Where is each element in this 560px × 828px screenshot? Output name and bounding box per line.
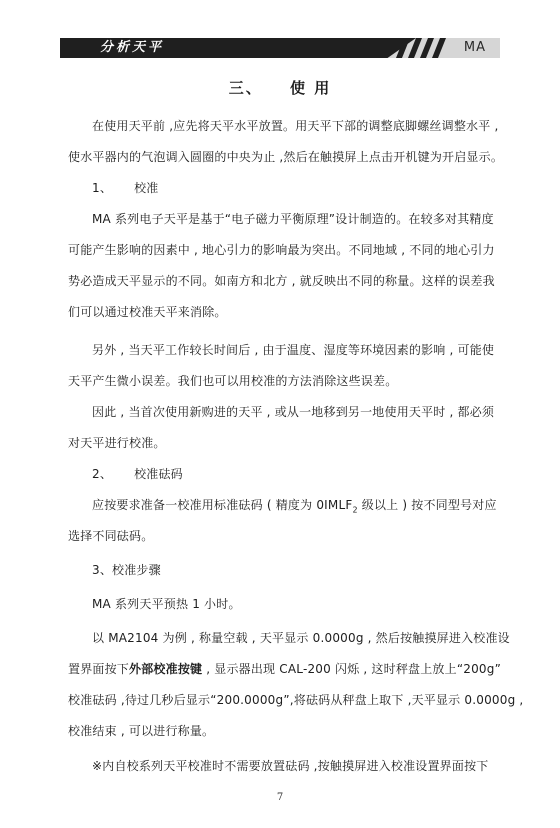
text-run: 级以上 ) 按不同型号对应 xyxy=(357,498,497,512)
subheading-weights xyxy=(92,466,532,482)
paragraph-line: 以 MA2104 为例 , 称量空载 , 天平显示 0.0000g , 然后按触摸屏进入校准设 xyxy=(92,631,510,645)
header-title: 分析天平 xyxy=(100,40,165,55)
section-title: 使 用 xyxy=(290,79,332,97)
paragraph-line: 使水平器内的气泡调入圆圈的中央为止 ,然后在触摸屏上点击开机键为开启显示。 xyxy=(68,150,504,164)
paragraph-line: MA 系列电子天平是基于“电子磁力平衡原理”设计制造的。在较多对其精度 xyxy=(92,212,494,226)
header-model-code: MA xyxy=(463,40,486,55)
text-run: 应按要求准备一校准用标准砝码 ( 精度为 0IMLF xyxy=(92,498,353,512)
page-header xyxy=(60,38,500,58)
note-line: ※内自校系列天平校准时不需要放置砝码 ,按触摸屏进入校准设置界面按下 xyxy=(92,759,489,773)
paragraph-line: MA 系列天平预热 1 小时。 xyxy=(92,597,241,611)
page-number: 7 xyxy=(276,792,284,803)
paragraph-line: 校准砝码 ,待过几秒后显示“200.0000g”,将砝码从秤盘上取下 ,天平显示 0.0000g , xyxy=(68,693,524,707)
paragraph-line: 可能产生影响的因素中 , 地心引力的影响最为突出。不同地域 , 不同的地心引力 xyxy=(68,243,495,257)
paragraph-line: 因此 , 当首次使用新购进的天平 , 或从一地移到另一地使用天平时 , 都必须 xyxy=(92,405,495,419)
subheading-title: 校准砝码 xyxy=(134,467,183,481)
paragraph-line: 对天平进行校准。 xyxy=(68,436,166,450)
paragraph-line xyxy=(68,661,508,677)
subheading-number: 1、 xyxy=(92,181,113,195)
subscript: 2 xyxy=(352,505,358,515)
paragraph-line: 校准结束 , 可以进行称量。 xyxy=(68,724,215,738)
subheading-number: 2、 xyxy=(92,467,113,481)
subheading-calibration xyxy=(92,180,532,196)
section-number: 三、 xyxy=(228,79,263,97)
emphasis-text: 外部校准按键 xyxy=(129,662,203,676)
paragraph-line: 选择不同砝码。 xyxy=(68,529,154,543)
text-run: , 显示器出现 CAL-200 闪烁 , 这时秤盘上放上“200g” xyxy=(202,662,501,676)
paragraph-line: 另外 , 当天平工作较长时间后 , 由于温度、湿度等环境因素的影响 , 可能使 xyxy=(92,343,495,357)
paragraph-line: 势必造成天平显示的不同。如南方和北方 , 就反映出不同的称量。这样的误差我 xyxy=(68,274,495,288)
subheading-steps: 3、校准步骤 xyxy=(92,563,161,577)
section-heading xyxy=(0,78,560,98)
paragraph-line: 在使用天平前 ,应先将天平水平放置。用天平下部的调整底脚螺丝调整水平 , xyxy=(92,119,499,133)
paragraph-line: 天平产生微小误差。我们也可以用校准的方法消除这些误差。 xyxy=(68,374,398,388)
header-stripes-decoration xyxy=(396,38,456,58)
paragraph-line xyxy=(92,497,532,518)
text-run: 置界面按下 xyxy=(68,662,130,676)
subheading-title: 校准 xyxy=(134,181,159,195)
paragraph-line: 们可以通过校准天平来消除。 xyxy=(68,305,227,319)
